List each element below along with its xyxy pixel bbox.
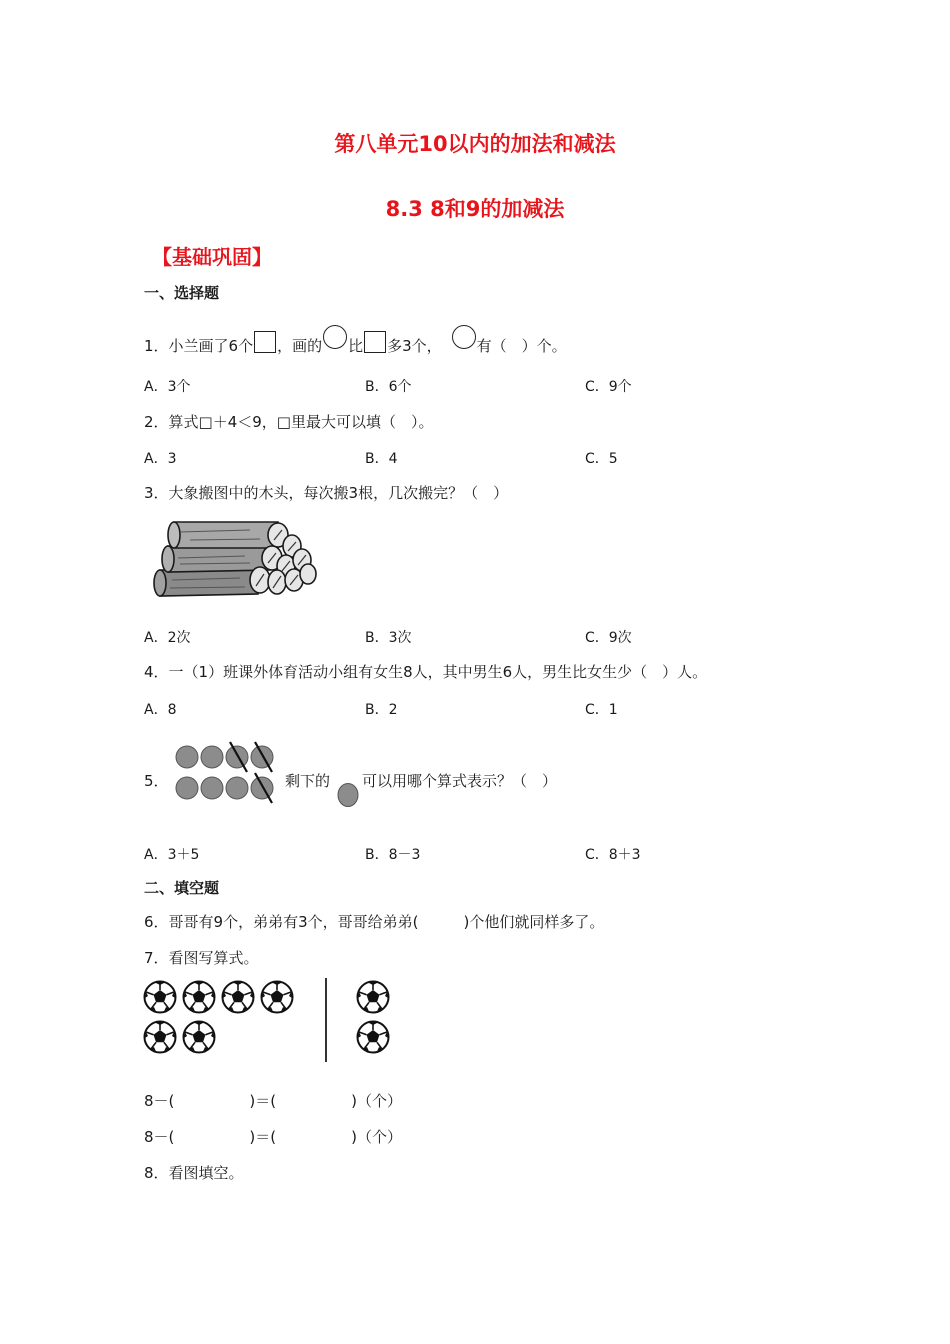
soccer-ball-icon (184, 1022, 215, 1053)
section-heading: 【基础巩固】 (152, 245, 272, 269)
question-4: 4．一（1）班课外体育活动小组有女生8人，其中男生6人，男生比女生少（ ）人。 (144, 663, 708, 681)
q2-option-a[interactable]: A．3 (144, 451, 177, 467)
page-title: 第八单元10以内的加法和减法 (334, 132, 616, 156)
q2-option-c[interactable]: C．5 (585, 451, 618, 467)
square-icon (364, 331, 386, 353)
soccer-ball-icon (223, 982, 254, 1013)
fill-section-heading: 二、填空题 (144, 879, 220, 897)
q3-option-a[interactable]: A．2次 (144, 630, 191, 646)
q1-option-a[interactable]: A．3个 (144, 379, 191, 395)
q1-text-c: 比 (348, 337, 364, 355)
equation-1[interactable]: 8－( )＝( )（个） (144, 1092, 402, 1110)
q1-text-b: ，画的 (277, 337, 323, 355)
q3-option-c[interactable]: C．9次 (585, 630, 632, 646)
question-3: 3．大象搬图中的木头，每次搬3根，几次搬完？（ ） (144, 484, 509, 502)
soccer-ball-icon (358, 982, 389, 1013)
question-2: 2．算式□＋4＜9，□里最大可以填（ ）。 (144, 413, 434, 431)
ball-group-right (356, 980, 392, 1056)
log-pile-image (150, 518, 320, 600)
question-7: 7．看图写算式。 (144, 949, 259, 967)
soccer-ball-icon (145, 982, 176, 1013)
ball-group-left (143, 980, 303, 1056)
divider-line (325, 978, 327, 1062)
dots-crossed-image (172, 740, 282, 806)
soccer-ball-icon (262, 982, 293, 1013)
q5-option-b[interactable]: B．8－3 (365, 847, 421, 863)
circle-icon (323, 325, 347, 349)
q2-option-b[interactable]: B．4 (365, 451, 398, 467)
q1-option-c[interactable]: C．9个 (585, 379, 632, 395)
q1-text-e: 有（ ）个。 (476, 337, 567, 355)
equation-2[interactable]: 8－( )＝( )（个） (144, 1128, 402, 1146)
soccer-ball-icon (358, 1022, 389, 1053)
q4-option-a[interactable]: A．8 (144, 702, 177, 718)
q5-option-c[interactable]: C．8＋3 (585, 847, 641, 863)
q5-number: 5． (144, 772, 169, 790)
circle-icon (452, 325, 476, 349)
q5-text-tail: 可以用哪个算式表示？（ ） (362, 772, 558, 790)
q5-text-mid: 剩下的 (285, 772, 331, 790)
q1-text-d: 多3个， (387, 337, 442, 355)
square-icon (254, 331, 276, 353)
gray-dot-icon (336, 782, 360, 808)
lesson-subtitle: 8.3 8和9的加减法 (385, 197, 565, 221)
q3-option-b[interactable]: B．3次 (365, 630, 412, 646)
q1-text-a: 1．小兰画了6个 (144, 337, 254, 355)
choice-section-heading: 一、选择题 (144, 284, 220, 302)
soccer-ball-icon (145, 1022, 176, 1053)
q4-option-c[interactable]: C．1 (585, 702, 618, 718)
question-8: 8．看图填空。 (144, 1164, 244, 1182)
q5-option-a[interactable]: A．3＋5 (144, 847, 200, 863)
q4-option-b[interactable]: B．2 (365, 702, 398, 718)
question-1 (144, 325, 567, 356)
question-6: 6．哥哥有9个，弟弟有3个，哥哥给弟弟( )个他们就同样多了。 (144, 913, 605, 931)
soccer-ball-icon (184, 982, 215, 1013)
q1-option-b[interactable]: B．6个 (365, 379, 412, 395)
